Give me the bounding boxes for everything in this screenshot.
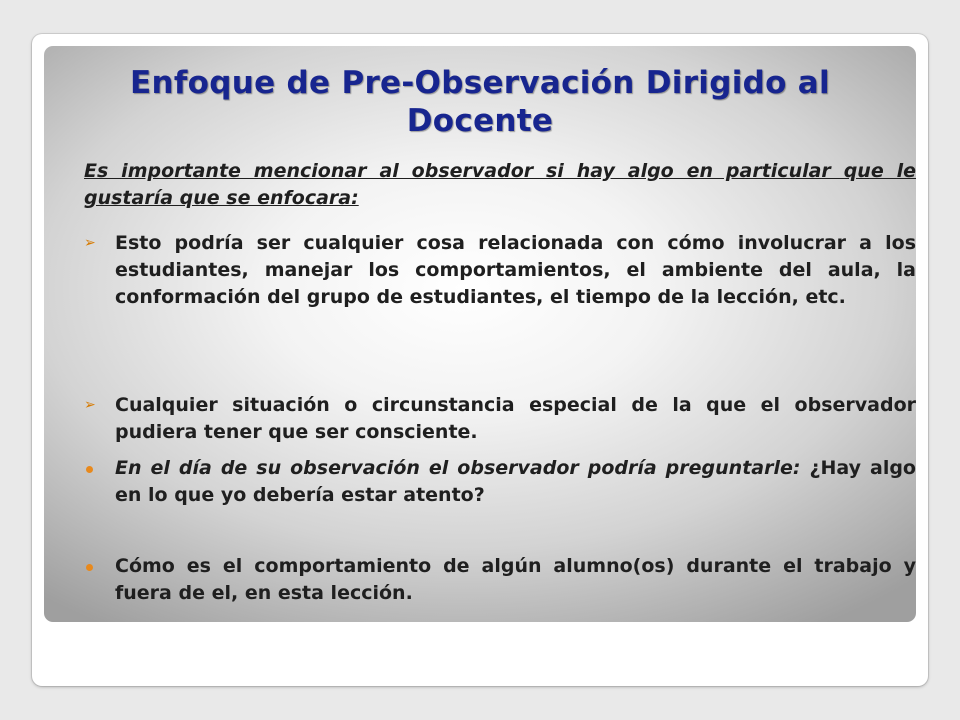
bullet-3-question: ¿Hay algo en lo que yo debería estar atento?	[115, 457, 916, 506]
bullet-text-1: Esto podría ser cualquier cosa relacionada con cómo involucrar a los estudiantes, manejar los comportamientos, el ambiente del aula, la conformación del grupo de estudiantes, el tiempo de la lección, etc.	[115, 232, 916, 308]
bullet-text-2: Cualquier situación o circunstancia especial de la que el observador pudiera tener que ser consciente.	[115, 394, 916, 443]
bullet-item-3	[84, 455, 916, 509]
intro-paragraph: Es importante mencionar al observador si hay algo en particular que le gustaría que se enfocara:	[84, 160, 916, 209]
bullet-text-3	[115, 455, 916, 509]
arrow-bullet-icon: ➢	[84, 397, 96, 413]
dot-bullet-icon	[84, 553, 108, 580]
bullet-3-lead: En el día de su observación el observador podría preguntarle:	[115, 457, 801, 479]
bullet-item-2	[84, 392, 916, 446]
content-panel	[44, 46, 916, 622]
dot-bullet-icon	[84, 455, 108, 482]
bullet-item-1	[84, 230, 916, 311]
bullet-item-4	[84, 553, 916, 607]
slide-title: Enfoque de Pre-Observación Dirigido al Docente	[130, 65, 830, 139]
arrow-bullet-icon: ➢	[84, 235, 96, 251]
bullet-text-4: Cómo es el comportamiento de algún alumno(os) durante el trabajo y fuera de el, en esta lección.	[115, 555, 916, 604]
